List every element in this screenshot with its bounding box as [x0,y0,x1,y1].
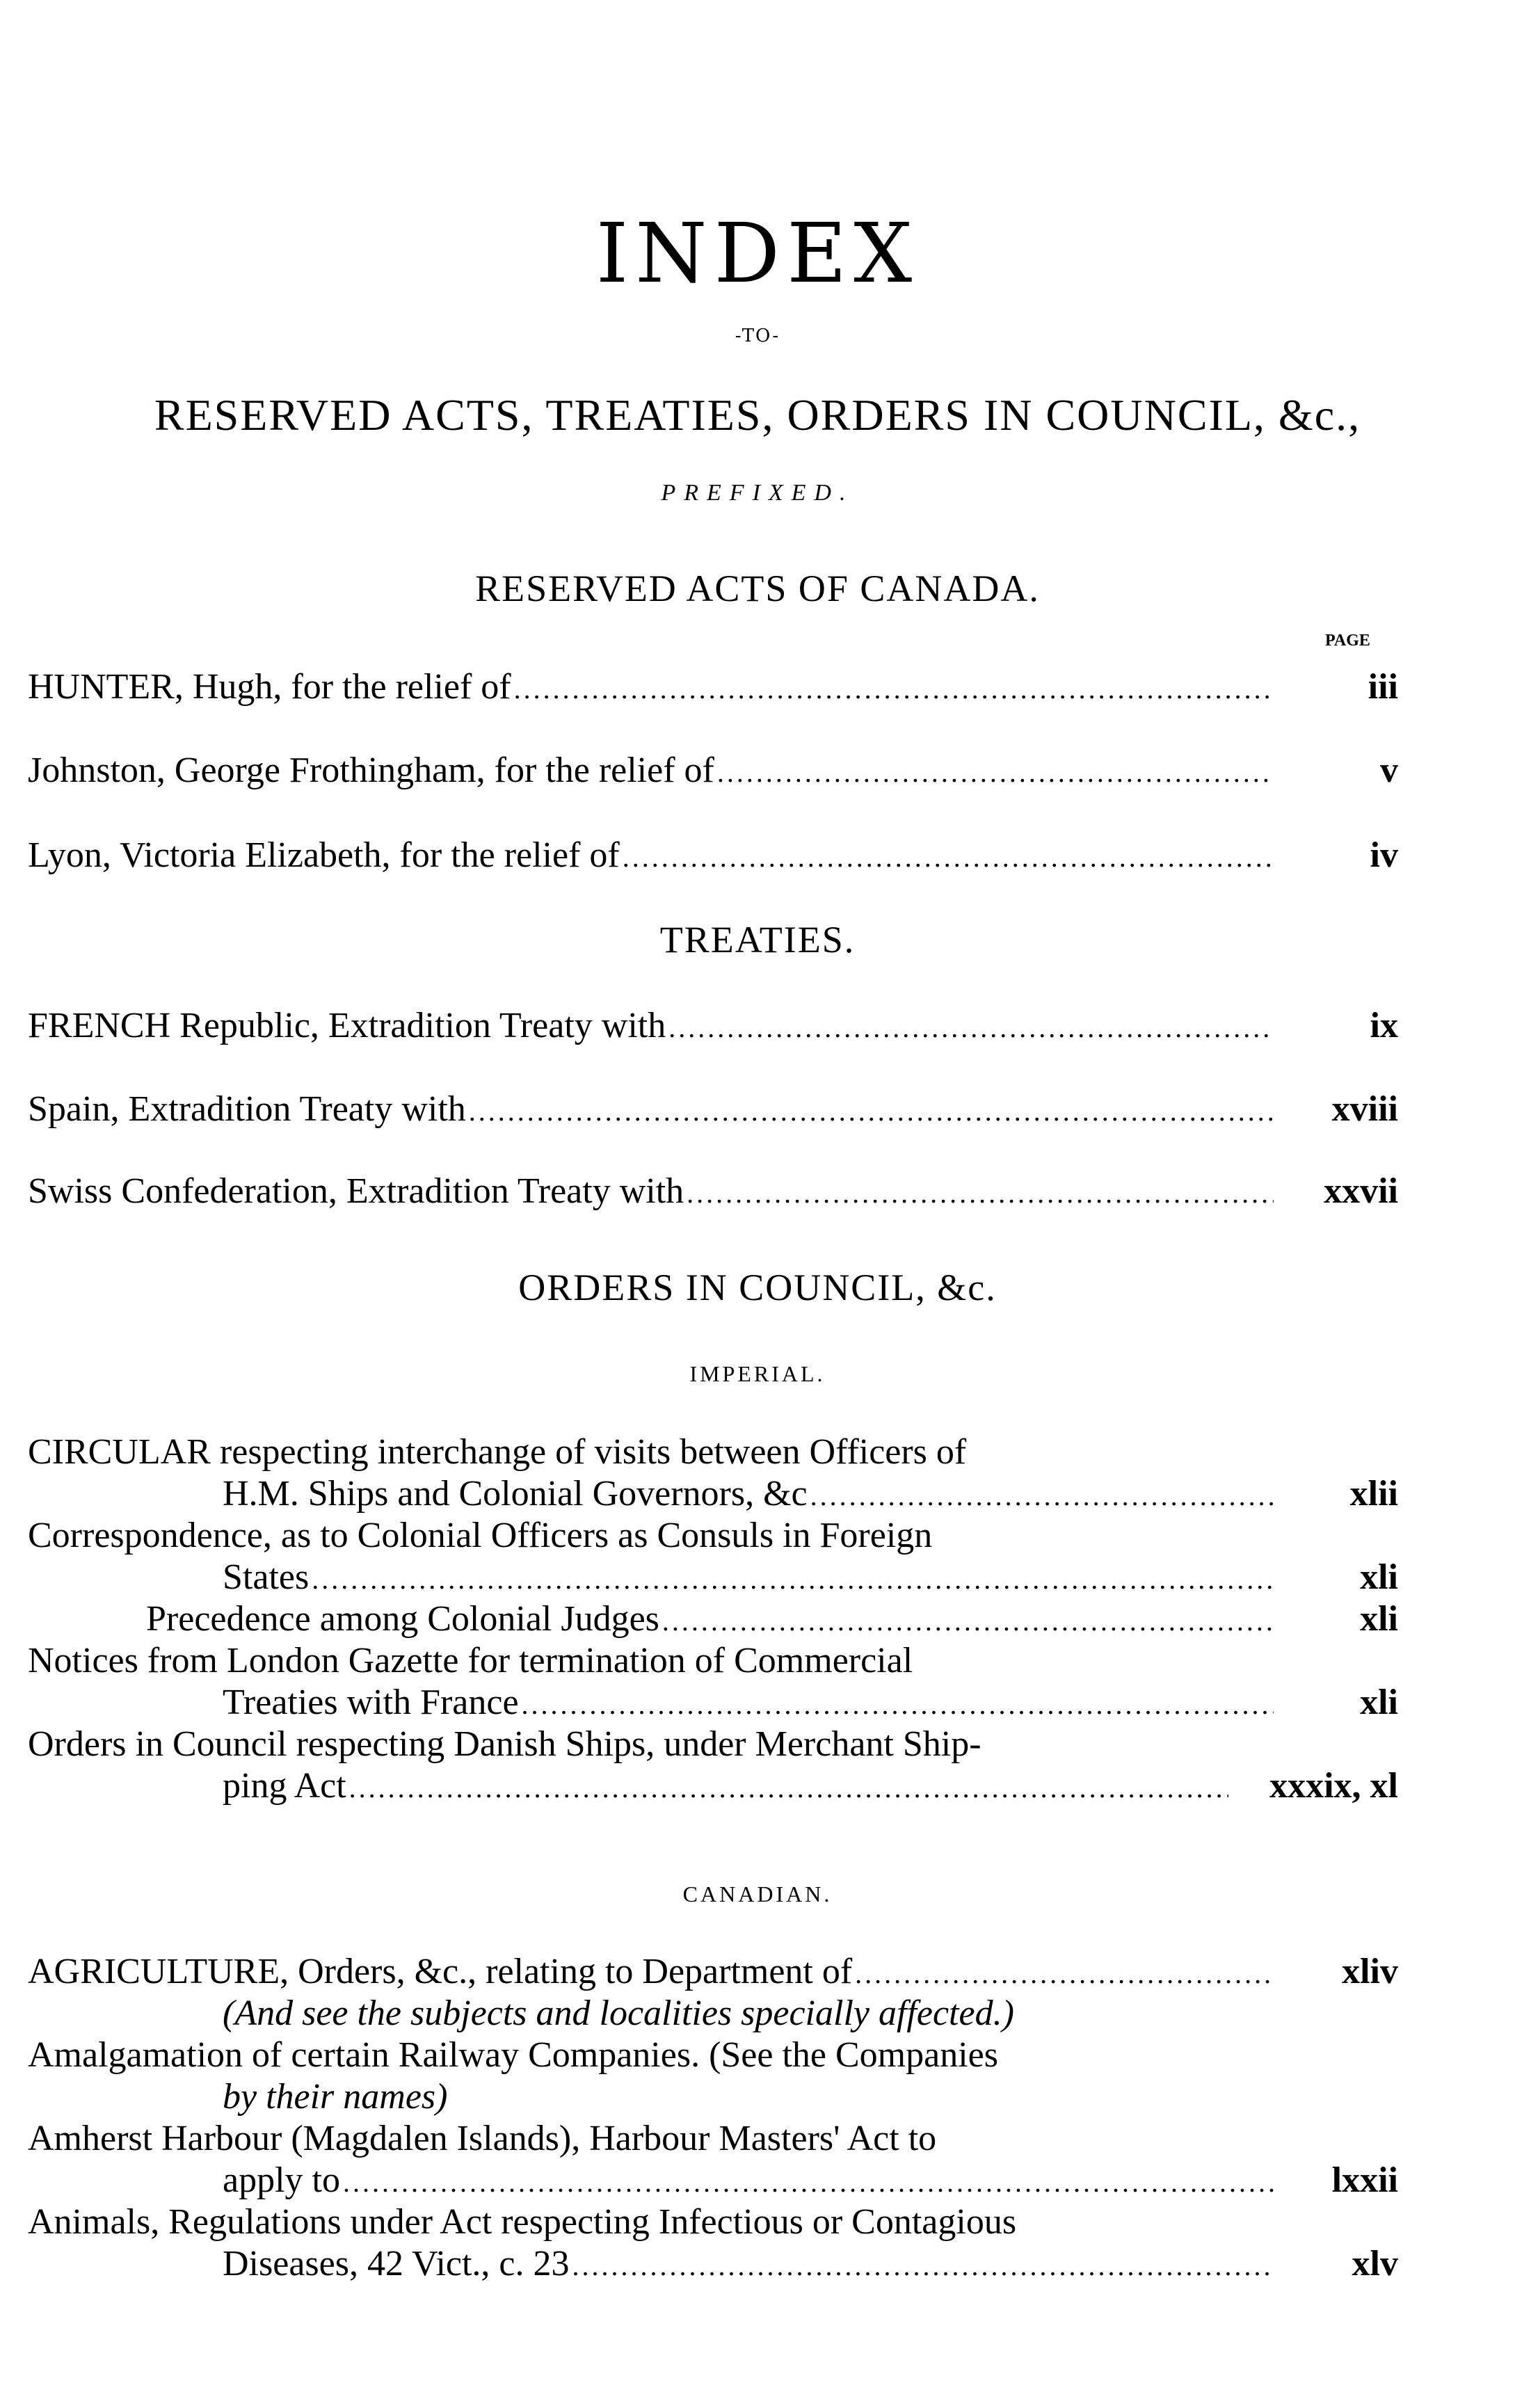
entry-page-number: v [1380,751,1398,790]
entry-page-number: xli [1360,1599,1398,1639]
entry-text: Precedence among Colonial Judges [146,1599,659,1639]
entry-page-number: iv [1370,835,1398,875]
index-entry-animals [223,2243,1276,2287]
dot-leader [687,1171,1274,1214]
dot-leader [623,835,1274,878]
entry-text: Spain, Extradition Treaty with [28,1089,466,1129]
entry-text: FRENCH Republic, Extradition Treaty with [28,1006,666,1045]
entry-line: (And see the subjects and localities specially affected.) [223,1993,1014,2033]
entry-text: States [223,1557,310,1597]
entry-page-number: ix [1370,1006,1398,1045]
dot-leader [717,750,1274,794]
title-connector: -TO- [735,326,780,346]
entry-line: CIRCULAR respecting interchange of visits between Officers of [28,1432,967,1472]
entry-page-number: xli [1360,1683,1398,1722]
index-entry-agriculture [28,1951,1276,1995]
entry-page-number: xlv [1352,2244,1398,2283]
index-entry-notices [223,1682,1276,1726]
entry-page-number: xlii [1349,1474,1398,1514]
entry-text: Johnston, George Frothingham, for the relief of [28,751,714,790]
entry-text: apply to [223,2160,340,2200]
section-heading-reserved-acts: RESERVED ACTS OF CANADA. [475,568,1040,609]
entry-line: Orders in Council respecting Danish Ships, under Merchant Ship- [28,1724,981,1764]
entry-page-number: xviii [1331,1089,1398,1129]
entry-page-number: xli [1360,1557,1398,1597]
entry-text: HUNTER, Hugh, for the relief of [28,667,511,707]
dot-leader [469,1089,1274,1132]
entry-text: Swiss Confederation, Extradition Treaty with [28,1171,684,1211]
entry-text: Diseases, 42 Vict., c. 23 [223,2244,570,2283]
section-heading-orders: ORDERS IN COUNCIL, &c. [518,1267,997,1308]
dot-leader [572,2243,1274,2287]
dot-leader [668,1005,1274,1049]
dot-leader [514,666,1274,710]
entry-line: by their names) [223,2077,448,2117]
index-entry-amherst [223,2160,1276,2204]
page-subtitle: RESERVED ACTS, TREATIES, ORDERS IN COUNCIL, &c., [154,390,1361,440]
index-entry-french [28,1005,1276,1049]
entry-page-number: iii [1368,667,1398,707]
dot-leader [522,1682,1274,1726]
section-heading-treaties: TREATIES. [659,919,856,961]
entry-text: AGRICULTURE, Orders, &c., relating to Department of [28,1952,853,1991]
dot-leader [855,1951,1274,1995]
entry-text: ping Act [223,1766,346,1806]
index-entry-precedence [146,1598,1276,1642]
index-entry-correspondence [223,1557,1276,1600]
index-entry-spain [28,1089,1276,1132]
entry-line: Animals, Regulations under Act respecting Infectious or Contagious [28,2202,1017,2242]
entry-text: H.M. Ships and Colonial Governors, &c [223,1474,808,1514]
index-entry-circular [223,1473,1276,1517]
entry-line: Amherst Harbour (Magdalen Islands), Harbour Masters' Act to [28,2119,937,2158]
entry-page-number: xliv [1342,1952,1398,1991]
dot-leader [662,1598,1274,1642]
entry-page-number: xxxix, xl [1269,1766,1398,1806]
index-entry-lyon [28,835,1276,878]
entry-line: Correspondence, as to Colonial Officers as Consuls in Foreign [28,1516,933,1555]
subsection-heading-imperial: IMPERIAL. [689,1361,826,1386]
dot-leader [810,1473,1274,1517]
entry-text: Treaties with France [223,1683,519,1722]
entry-line: Notices from London Gazette for termination of Commercial [28,1641,913,1680]
entry-line: Amalgamation of certain Railway Companies. (See the Companies [28,2035,998,2075]
dot-leader [349,1765,1228,1809]
subsection-heading-canadian: CANADIAN. [682,1881,833,1907]
entry-page-number: lxxii [1331,2160,1398,2200]
index-entry-johnston [28,750,1276,794]
dot-leader [312,1557,1274,1600]
page-title: INDEX [595,205,920,301]
entry-page-number: xxvii [1324,1171,1398,1211]
index-entry-orders [223,1765,1231,1809]
prefixed-label: PREFIXED. [661,480,854,506]
page-column-label: PAGE [1325,632,1370,650]
dot-leader [343,2160,1274,2204]
index-entry-swiss [28,1171,1276,1214]
entry-text: Lyon, Victoria Elizabeth, for the relief of [28,835,620,875]
index-entry-hunter [28,666,1276,710]
